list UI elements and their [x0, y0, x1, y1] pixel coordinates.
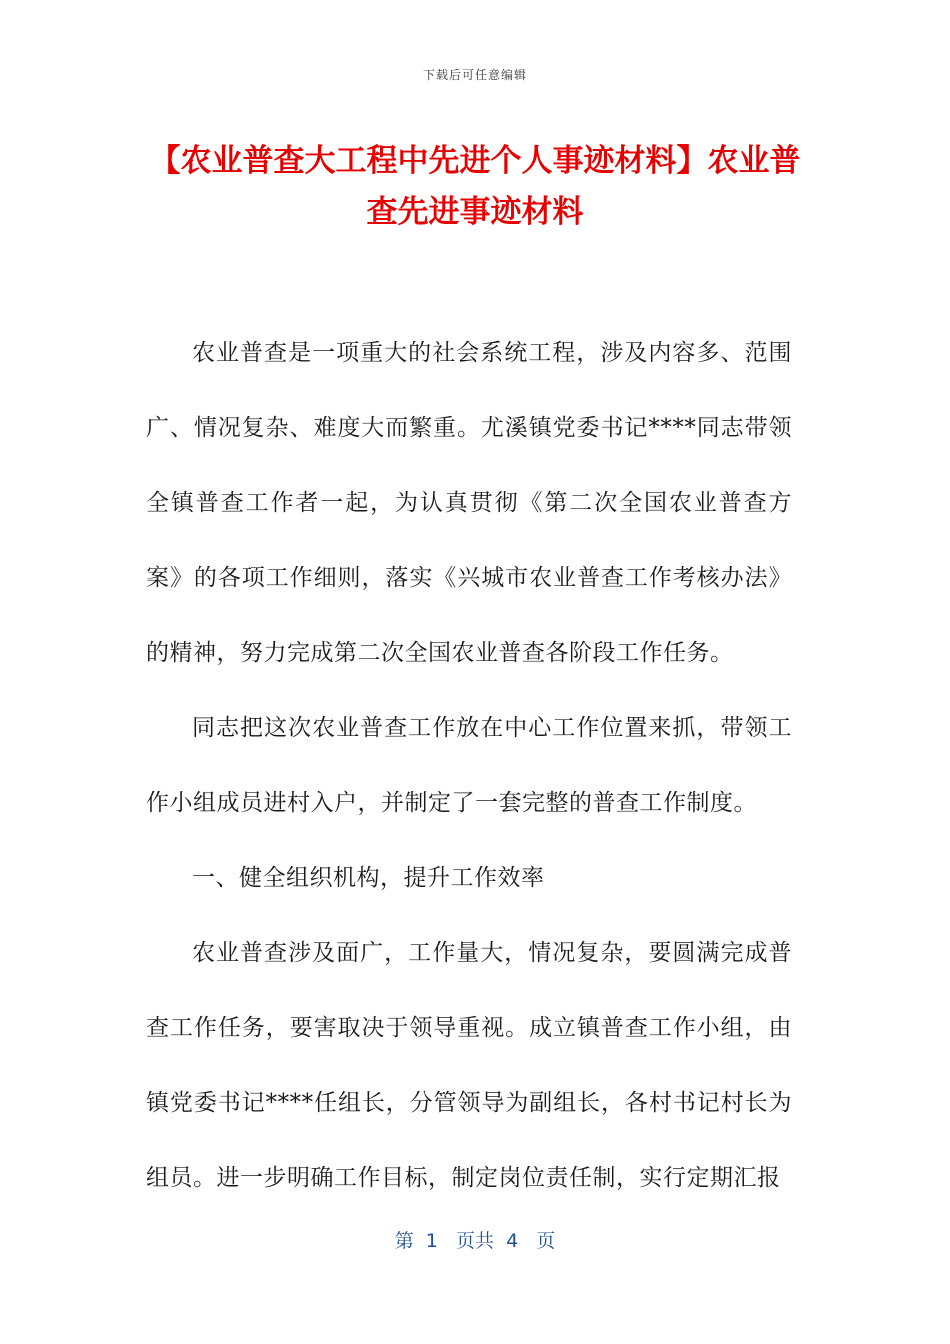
- document-body: [146, 316, 792, 1216]
- section-heading: 一、健全组织机构，提升工作效率: [192, 865, 545, 891]
- paragraph-1: 农业普查是一项重大的社会系统工程，涉及内容多、范围广、情况复杂、难度大而繁重。尤溪镇党委书记****同志带领全镇普查工作者一起，为认真贯彻《第二次全国农业普查方案》的各项工作细则，落实《兴城市农业普查工作考核办法》的精神，努力完成第二次全国农业普查各阶段工作任务。: [146, 340, 792, 666]
- header-note: 下载后可任意编辑: [422, 68, 527, 82]
- page-footer: 第 1 页共 4 页: [394, 1230, 556, 1252]
- paragraph-2: 同志把这次农业普查工作放在中心工作位置来抓，带领工作小组成员进村入户，并制定了一套完整的普查工作制度。: [146, 715, 792, 816]
- paragraph-3: 农业普查涉及面广，工作量大，情况复杂，要圆满完成普查工作任务，要害取决于领导重视。成立镇普查工作小组，由镇党委书记****任组长，分管领导为副组长，各村书记村长为组员。进一步明确工作目标，制定岗位责任制，实行定期汇报: [146, 940, 792, 1191]
- document-title: 【农业普查大工程中先进个人事迹材料】农业普查先进事迹材料: [149, 143, 801, 230]
